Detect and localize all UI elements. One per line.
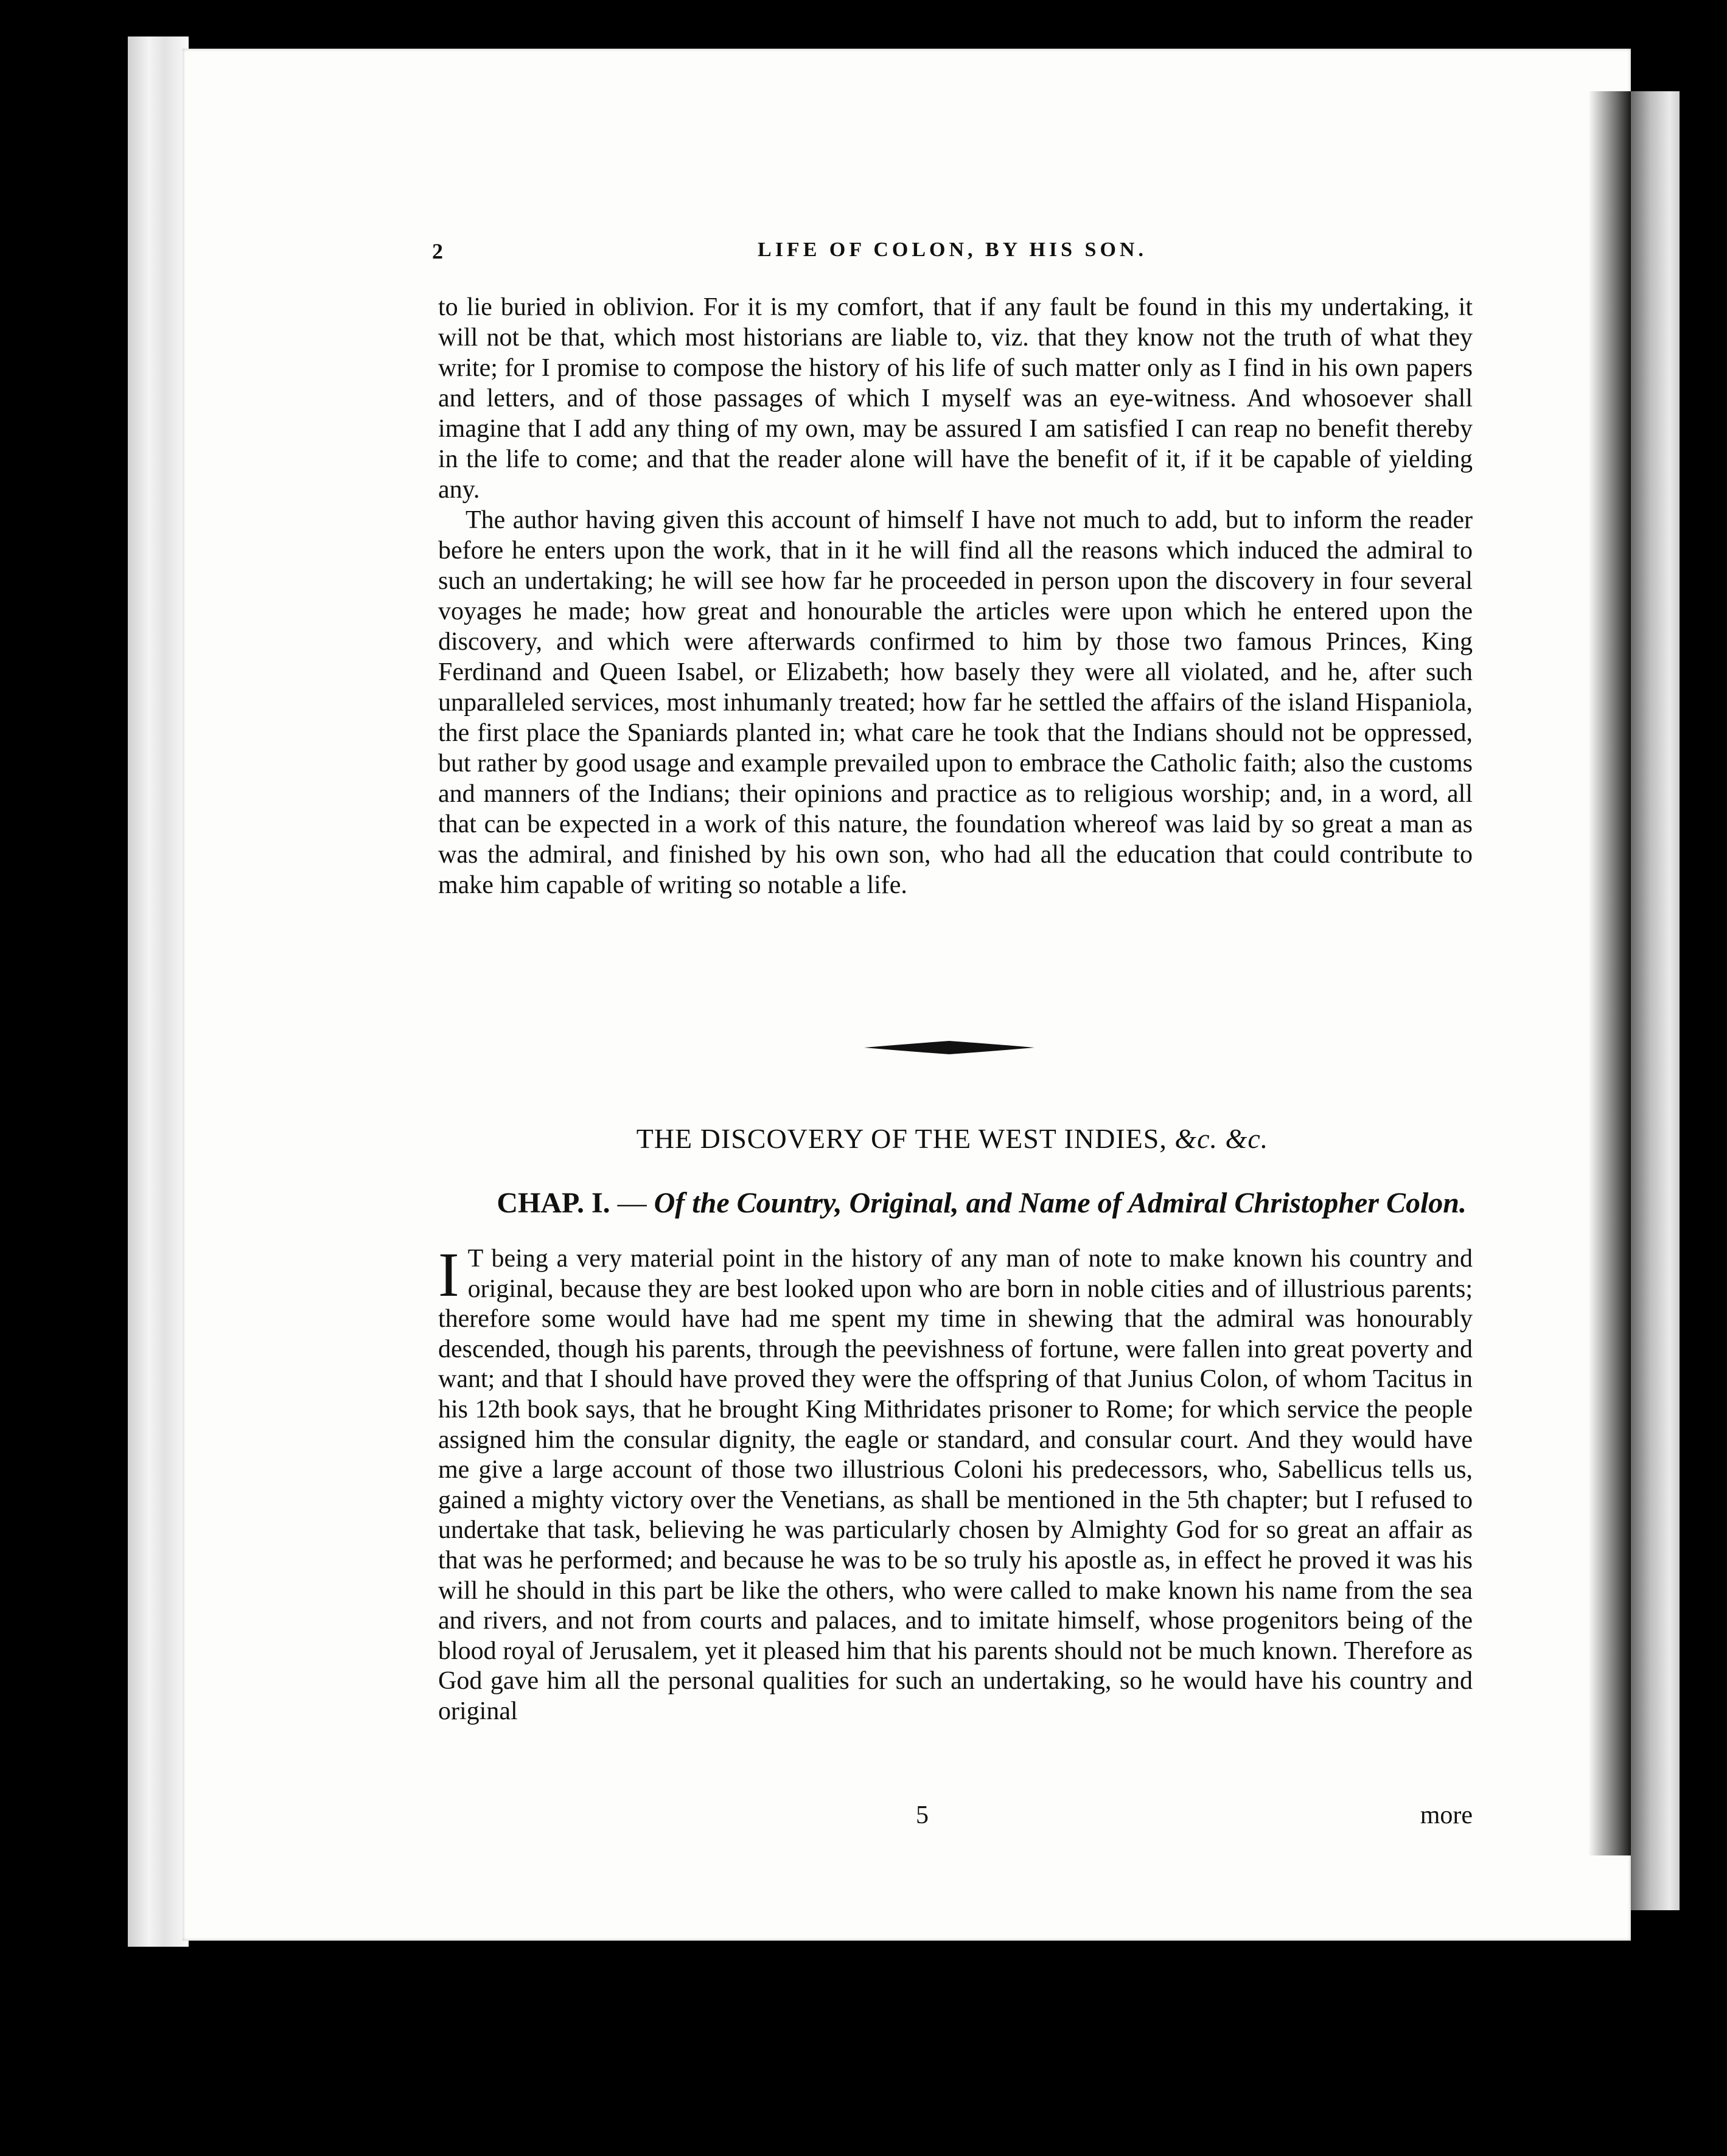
chapter-dash: —: [617, 1187, 647, 1219]
preface-text: [438, 292, 1473, 900]
preface-paragraph-1: to lie buried in oblivion. For it is my comfort, that if any fault be found in this my undertaking, it will not be that, which most historians are liable to, viz. that they know not the truth of what they write; for I promise to compose the history of his life of such matter only as I find in his own papers and letters, and of those passages of which I myself was an eye-witness. And whosoever shall imagine that I add any thing of my own, may be assured I am satisfied I can reap no benefit thereby in the life to come; and that the reader alone will have the benefit of it, if it be capable of yielding any.: [438, 293, 1473, 504]
chapter-paragraph-1: [438, 1240, 1473, 1727]
scan-page-edge-left: [128, 37, 189, 1947]
chapter-body-text: T being a very material point in the history of any man of note to make known his country and original, because they are best looked upon who are born in noble cities and of illustrious parents; therefore some would have had me spent my time in shewing that the admiral was honourably descended, though his parents, through the peevishness of fortune, were fallen into great poverty and want; and that I should have proved they were the offspring of that Junius Colon, of whom Tacitus in his 12th book says, that he brought King Mithridates prisoner to Rome; for which service the people assigned him the consular dignity, the eagle or standard, and consular court. And they would have me give a large account of those two illustrious Coloni his predecessors, who, Sabellicus tells us, gained a mighty victory over the Venetians, as shall be mentioned in the 5th chapter; but I refused to undertake that task, believing he was particularly chosen by Almighty God for so great an affair as that was he performed; and because he was to be so truly his apostle as, in effect he proved it was his will he should in this part be like the others, who were called to make known his name from the sea and rivers, and not from courts and palaces, and to imitate himself, whose progenitors being of the blood royal of Jerusalem, yet it pleased him that his parents should not be much known. Therefore as God gave him all the personal qualities for such an undertaking, so he would have his country and original: [438, 1245, 1473, 1725]
running-title: LIFE OF COLON, BY HIS SON.: [758, 238, 1147, 261]
chapter-title: Of the Country, Original, and Name of Admiral Christopher Colon.: [654, 1187, 1467, 1219]
section-title: [438, 1122, 1467, 1155]
preface-paragraph-2: The author having given this account of himself I have not much to add, but to inform the reader before he enters upon the work, that in it he will find all the reasons which induced the admiral to such an undertaking; he will see how far he proceeded in person upon the discovery in four several voyages he made; how great and honourable the articles were upon which he entered upon the discovery, and which were afterwards confirmed to him by those two famous Princes, King Ferdinand and Queen Isabel, or Elizabeth; how basely they were all violated, and he, after such unparalleled services, most inhumanly treated; how far he settled the affairs of the island Hispaniola, the first place the Spaniards planted in; what care he took that the Indians should not be oppressed, but rather by good usage and example prevailed upon to embrace the Catholic faith; also the customs and manners of the Indians; their opinions and practice as to religious worship; and, in a word, all that can be expected in a work of this nature, the foundation whereof was laid by so great a man as was the admiral, and finished by his own son, who had all the education that could contribute to make him capable of writing so notable a life.: [438, 506, 1473, 899]
chapter-text: [438, 1240, 1473, 1727]
section-title-etc: &c. &c.: [1174, 1123, 1269, 1154]
gutter-shadow: [1588, 91, 1631, 1855]
drop-cap: I: [438, 1240, 459, 1310]
page-number: 2: [432, 239, 443, 263]
ornamental-rule: [864, 1039, 1034, 1056]
chapter-number: CHAP. I.: [497, 1187, 610, 1219]
catchword: more: [1420, 1801, 1473, 1829]
section-title-text: THE DISCOVERY OF THE WEST INDIES,: [636, 1123, 1167, 1154]
signature-mark: 5: [916, 1801, 929, 1829]
running-head: [432, 238, 1473, 275]
chapter-heading: [438, 1186, 1467, 1220]
scan-page-edge-right: [1631, 91, 1680, 1910]
